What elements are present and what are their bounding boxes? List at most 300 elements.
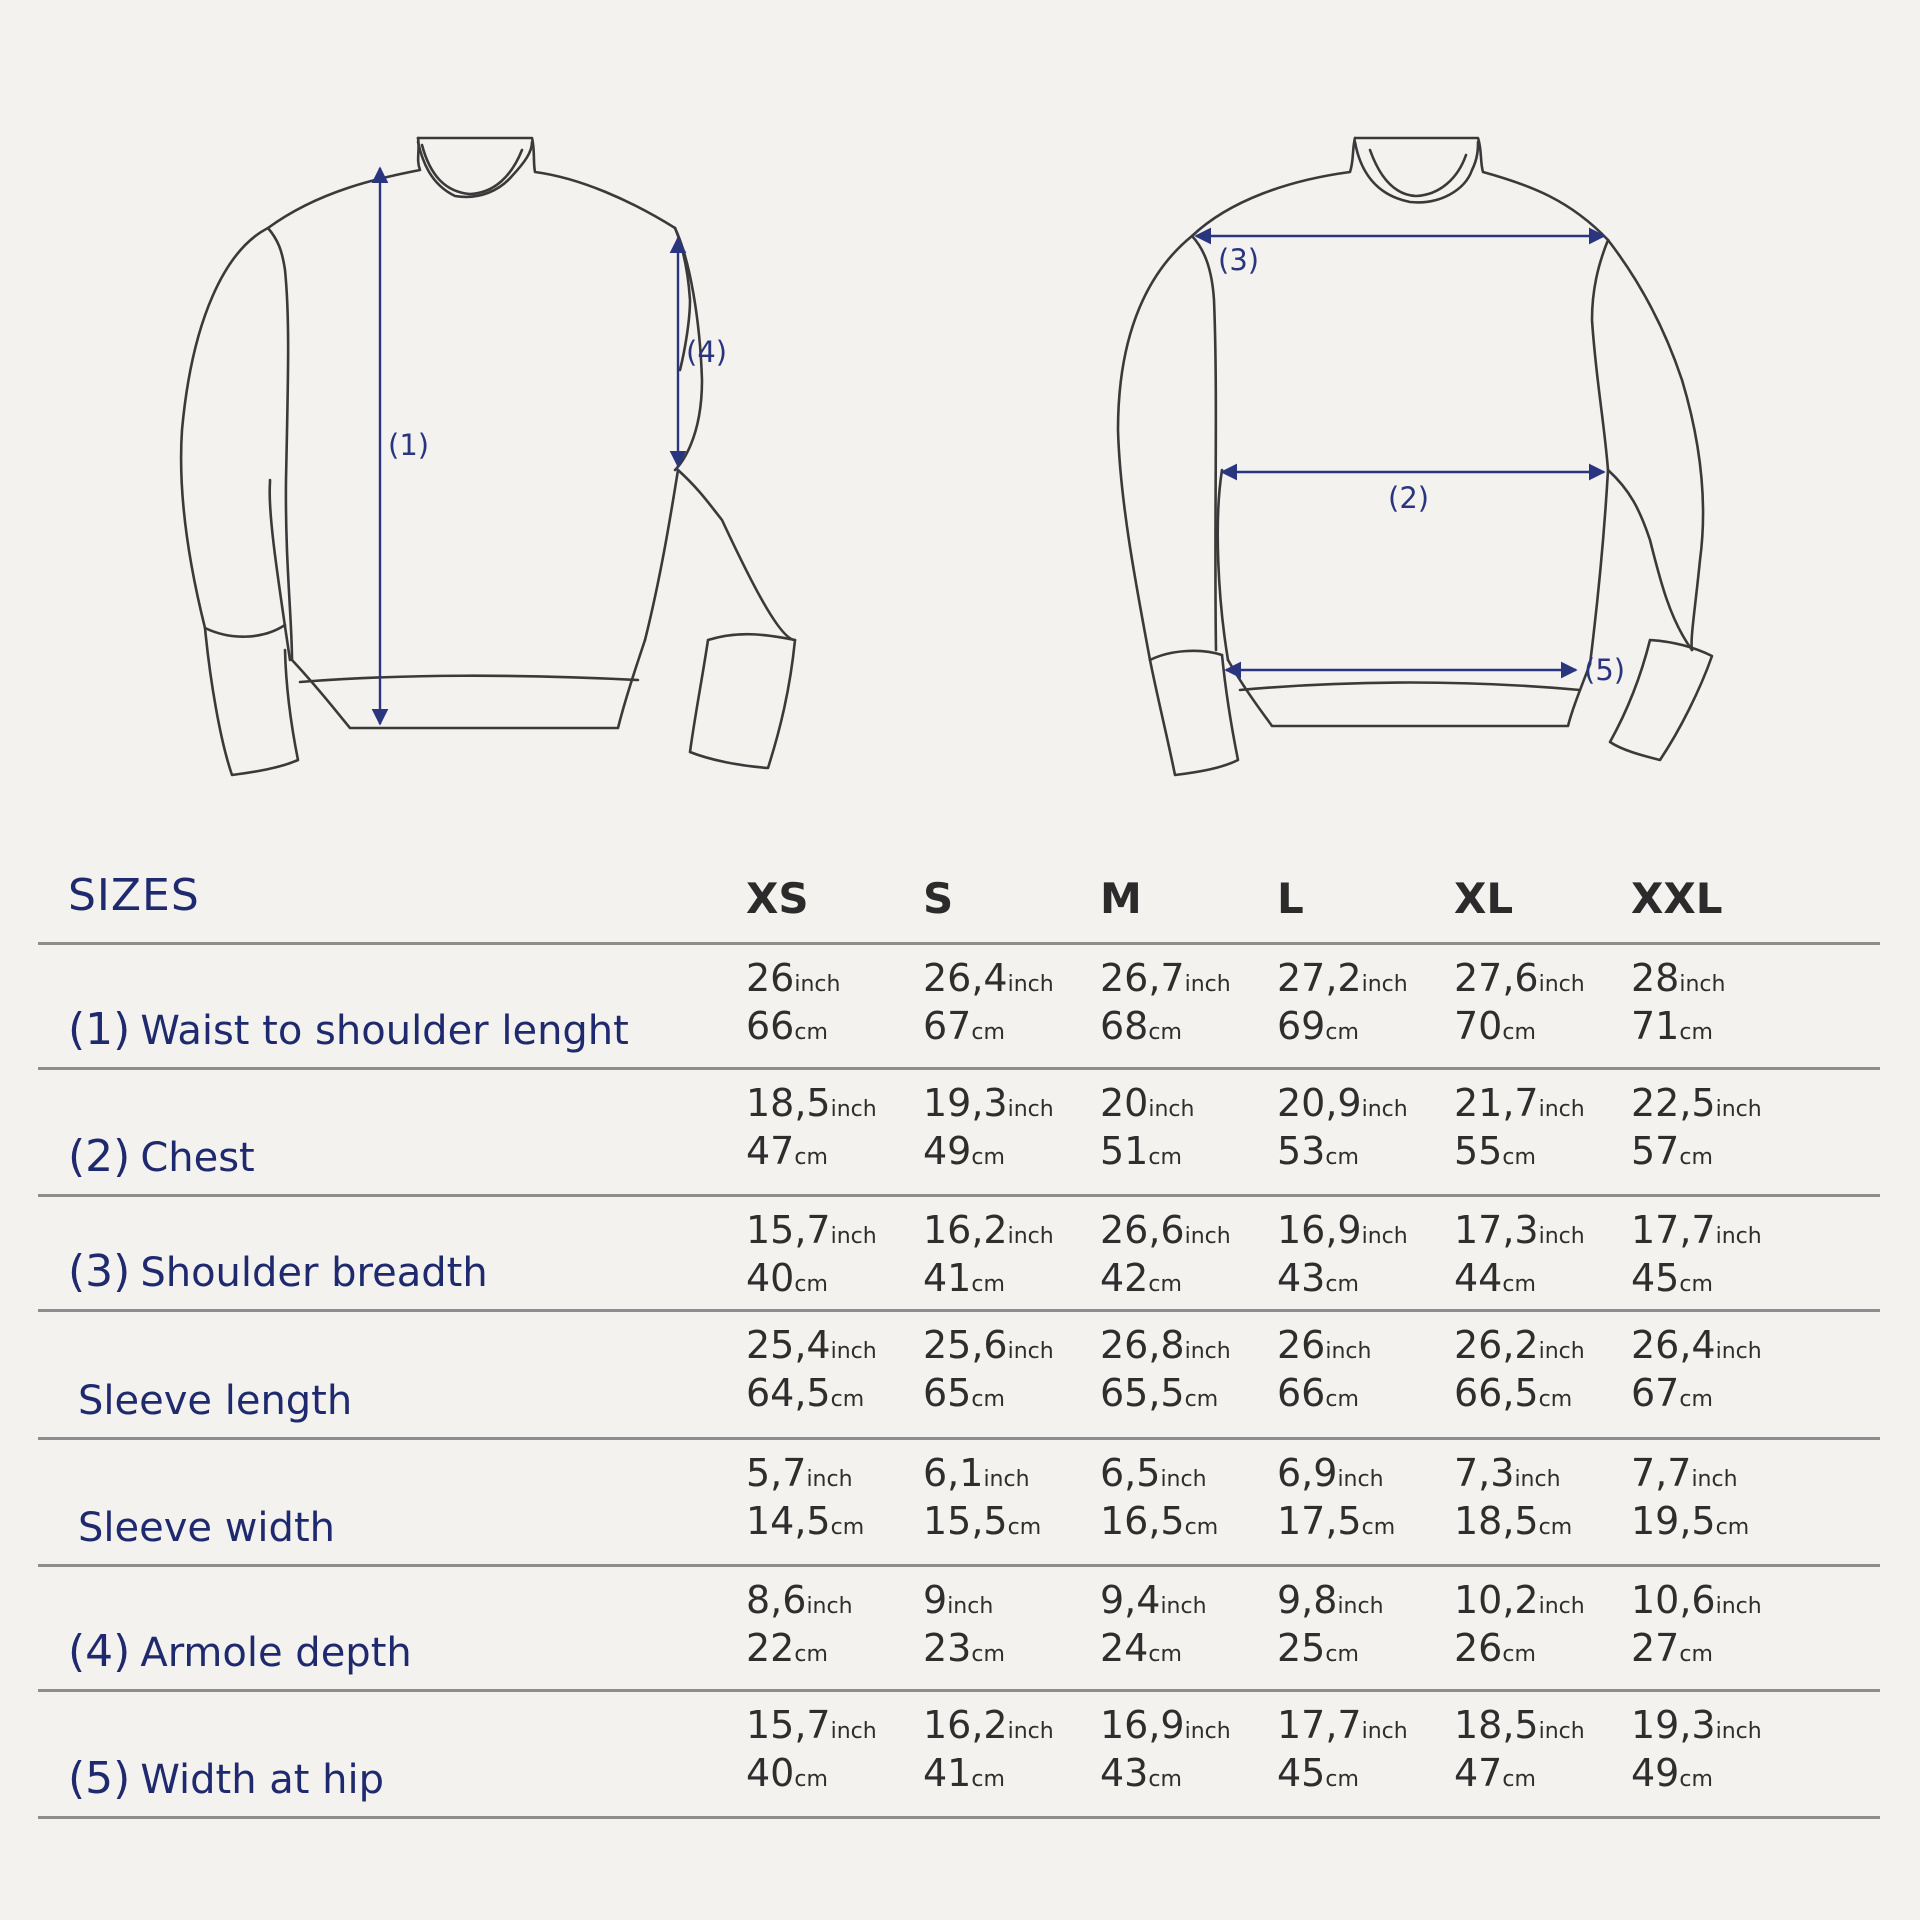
cm-unit: cm	[1502, 1642, 1536, 1667]
size-rows	[38, 945, 1880, 1819]
inch-unit: inch	[1361, 1224, 1408, 1249]
inch-unit: inch	[1691, 1467, 1738, 1492]
inch-value	[1454, 1081, 1585, 1125]
inch-value	[923, 1578, 1005, 1622]
cm-value	[1631, 1004, 1725, 1048]
cm-value	[1454, 1256, 1585, 1300]
inch-number: 7,7	[1631, 1451, 1692, 1495]
size-value-cell	[1631, 1323, 1762, 1415]
cm-value	[1454, 1499, 1573, 1543]
cm-value	[746, 1129, 877, 1173]
table-row	[38, 1440, 1880, 1567]
cm-number: 27	[1631, 1626, 1680, 1670]
cm-number: 24	[1100, 1626, 1149, 1670]
inch-unit: inch	[1148, 1097, 1195, 1122]
cm-value	[1100, 1751, 1231, 1795]
inch-value	[746, 1578, 853, 1622]
size-value-cell	[923, 1323, 1054, 1415]
inch-number: 9,4	[1100, 1578, 1161, 1622]
row-number: (4)	[68, 1626, 131, 1677]
inch-number: 6,1	[923, 1451, 984, 1495]
size-value-cell	[1100, 1208, 1231, 1300]
inch-number: 17,7	[1631, 1208, 1716, 1252]
cm-unit: cm	[1538, 1515, 1573, 1540]
inch-unit: inch	[1679, 972, 1726, 997]
size-value-cell	[1100, 1703, 1231, 1795]
inch-value	[923, 1703, 1054, 1747]
inch-unit: inch	[1337, 1467, 1384, 1492]
row-name: Armole depth	[140, 1630, 412, 1676]
cm-value	[746, 1256, 877, 1300]
row-label	[68, 1753, 384, 1804]
inch-number: 20,9	[1277, 1081, 1362, 1125]
inch-unit: inch	[1514, 1467, 1561, 1492]
inch-value	[1454, 1451, 1572, 1495]
inch-number: 26,4	[923, 956, 1008, 1000]
inch-number: 6,9	[1277, 1451, 1338, 1495]
size-value-cell	[923, 956, 1054, 1048]
cm-unit: cm	[971, 1387, 1005, 1412]
cm-value	[1631, 1371, 1762, 1415]
inch-number: 25,6	[923, 1323, 1008, 1367]
cm-value	[1454, 1371, 1585, 1415]
cm-value	[1454, 1751, 1585, 1795]
cm-value	[923, 1004, 1054, 1048]
cm-number: 47	[1454, 1751, 1503, 1795]
cm-value	[746, 1751, 877, 1795]
cm-unit: cm	[830, 1387, 865, 1412]
inch-value	[746, 1208, 877, 1252]
cm-number: 17,5	[1277, 1499, 1362, 1543]
cm-unit: cm	[1502, 1272, 1536, 1297]
row-name: Chest	[140, 1135, 255, 1181]
row-name: Shoulder breadth	[140, 1250, 488, 1296]
inch-unit: inch	[1007, 972, 1054, 997]
inch-unit: inch	[1325, 1339, 1372, 1364]
size-value-cell	[923, 1451, 1042, 1543]
inch-unit: inch	[1361, 1719, 1408, 1744]
size-value-cell	[1277, 1578, 1384, 1670]
inch-unit: inch	[1184, 1339, 1231, 1364]
cm-value	[1100, 1626, 1207, 1670]
inch-number: 9,8	[1277, 1578, 1338, 1622]
size-header-m: M	[1100, 874, 1142, 923]
cm-unit: cm	[1184, 1387, 1219, 1412]
row-label	[68, 1246, 488, 1297]
cm-unit: cm	[971, 1145, 1005, 1170]
size-value-cell	[923, 1578, 1005, 1670]
inch-value	[1631, 1081, 1762, 1125]
cm-unit: cm	[971, 1272, 1005, 1297]
inch-number: 16,9	[1100, 1703, 1185, 1747]
cm-unit: cm	[830, 1515, 865, 1540]
cm-unit: cm	[1538, 1387, 1573, 1412]
inch-value	[746, 1703, 877, 1747]
size-value-cell	[746, 1208, 877, 1300]
cm-unit: cm	[1502, 1767, 1536, 1792]
size-value-cell	[1454, 956, 1585, 1048]
cm-unit: cm	[1325, 1020, 1359, 1045]
size-value-cell	[923, 1081, 1054, 1173]
inch-value	[1277, 1208, 1408, 1252]
cm-number: 70	[1454, 1004, 1503, 1048]
inch-number: 7,3	[1454, 1451, 1515, 1495]
sweater-front-outline	[181, 138, 795, 775]
cm-value	[923, 1499, 1042, 1543]
sweater-diagram	[0, 0, 1920, 800]
inch-value	[1631, 1578, 1762, 1622]
cm-value	[1277, 1256, 1408, 1300]
cm-value	[923, 1256, 1054, 1300]
inch-value	[1454, 1703, 1585, 1747]
cm-number: 55	[1454, 1129, 1503, 1173]
cm-unit: cm	[1502, 1145, 1536, 1170]
cm-unit: cm	[1679, 1145, 1713, 1170]
inch-number: 21,7	[1454, 1081, 1539, 1125]
cm-number: 43	[1277, 1256, 1326, 1300]
cm-number: 45	[1631, 1256, 1680, 1300]
inch-value	[1277, 1451, 1395, 1495]
cm-value	[1277, 1626, 1384, 1670]
cm-value	[1277, 1371, 1371, 1415]
cm-unit: cm	[1007, 1515, 1042, 1540]
measure-marker-3: (3)	[1218, 243, 1260, 277]
cm-value	[746, 1004, 840, 1048]
cm-unit: cm	[794, 1642, 828, 1667]
cm-value	[1454, 1129, 1585, 1173]
cm-number: 66	[1277, 1371, 1326, 1415]
inch-unit: inch	[1184, 1224, 1231, 1249]
cm-unit: cm	[1361, 1515, 1396, 1540]
cm-unit: cm	[794, 1272, 828, 1297]
inch-value	[746, 1323, 877, 1367]
cm-unit: cm	[1148, 1767, 1182, 1792]
row-name: Sleeve length	[78, 1378, 353, 1424]
row-label	[68, 1501, 335, 1552]
size-value-cell	[1454, 1703, 1585, 1795]
inch-number: 9	[923, 1578, 948, 1622]
inch-unit: inch	[1184, 972, 1231, 997]
table-row	[38, 945, 1880, 1070]
inch-number: 16,2	[923, 1208, 1008, 1252]
cm-unit: cm	[971, 1767, 1005, 1792]
size-value-cell	[746, 1081, 877, 1173]
inch-value	[1100, 1578, 1207, 1622]
cm-unit: cm	[1325, 1642, 1359, 1667]
inch-unit: inch	[1184, 1719, 1231, 1744]
cm-value	[746, 1371, 877, 1415]
inch-value	[923, 1208, 1054, 1252]
inch-unit: inch	[806, 1467, 853, 1492]
size-value-cell	[1277, 1208, 1408, 1300]
cm-value	[1277, 1751, 1408, 1795]
size-value-cell	[1277, 1081, 1408, 1173]
inch-number: 17,7	[1277, 1703, 1362, 1747]
size-value-cell	[746, 1578, 853, 1670]
cm-unit: cm	[1679, 1272, 1713, 1297]
inch-unit: inch	[1538, 1594, 1585, 1619]
inch-value	[923, 1081, 1054, 1125]
inch-value	[1631, 1703, 1762, 1747]
cm-unit: cm	[794, 1145, 828, 1170]
inch-number: 20	[1100, 1081, 1149, 1125]
cm-value	[1631, 1626, 1762, 1670]
size-value-cell	[1631, 1081, 1762, 1173]
cm-number: 26	[1454, 1626, 1503, 1670]
cm-number: 51	[1100, 1129, 1149, 1173]
inch-number: 26	[1277, 1323, 1326, 1367]
cm-unit: cm	[794, 1767, 828, 1792]
cm-number: 49	[1631, 1751, 1680, 1795]
inch-value	[923, 1451, 1041, 1495]
cm-unit: cm	[1148, 1145, 1182, 1170]
row-name: Waist to shoulder lenght	[140, 1008, 629, 1054]
inch-number: 15,7	[746, 1703, 831, 1747]
cm-value	[1631, 1256, 1762, 1300]
size-value-cell	[746, 1451, 865, 1543]
row-label	[68, 1131, 255, 1182]
cm-unit: cm	[794, 1020, 828, 1045]
inch-unit: inch	[806, 1594, 853, 1619]
table-row	[38, 1567, 1880, 1692]
inch-unit: inch	[1337, 1594, 1384, 1619]
inch-value	[1100, 1703, 1231, 1747]
row-number: (1)	[68, 1004, 131, 1055]
cm-number: 71	[1631, 1004, 1680, 1048]
cm-number: 43	[1100, 1751, 1149, 1795]
cm-number: 42	[1100, 1256, 1149, 1300]
cm-unit: cm	[1148, 1020, 1182, 1045]
size-value-cell	[1100, 1323, 1231, 1415]
size-value-cell	[1277, 956, 1408, 1048]
measure-marker-5: (5)	[1584, 653, 1626, 687]
cm-number: 49	[923, 1129, 972, 1173]
size-header-s: S	[923, 874, 954, 923]
cm-unit: cm	[1679, 1767, 1713, 1792]
cm-unit: cm	[1325, 1767, 1359, 1792]
sizes-title: SIZES	[68, 870, 200, 921]
size-value-cell	[1454, 1323, 1585, 1415]
cm-number: 47	[746, 1129, 795, 1173]
inch-number: 15,7	[746, 1208, 831, 1252]
inch-number: 10,2	[1454, 1578, 1539, 1622]
cm-value	[1454, 1004, 1585, 1048]
inch-value	[1100, 1451, 1218, 1495]
inch-unit: inch	[830, 1339, 877, 1364]
cm-value	[1277, 1004, 1408, 1048]
inch-value	[1631, 1451, 1749, 1495]
inch-unit: inch	[830, 1719, 877, 1744]
inch-unit: inch	[1007, 1719, 1054, 1744]
cm-number: 25	[1277, 1626, 1326, 1670]
cm-value	[746, 1499, 865, 1543]
size-header-l: L	[1277, 874, 1304, 923]
size-value-cell	[1631, 1451, 1750, 1543]
size-value-cell	[1277, 1703, 1408, 1795]
cm-number: 19,5	[1631, 1499, 1716, 1543]
cm-number: 41	[923, 1751, 972, 1795]
inch-unit: inch	[1715, 1224, 1762, 1249]
cm-number: 45	[1277, 1751, 1326, 1795]
cm-number: 65	[923, 1371, 972, 1415]
inch-number: 25,4	[746, 1323, 831, 1367]
size-value-cell	[746, 1703, 877, 1795]
cm-value	[1100, 1371, 1231, 1415]
inch-unit: inch	[1538, 1224, 1585, 1249]
inch-number: 6,5	[1100, 1451, 1161, 1495]
row-label	[68, 1626, 412, 1677]
size-value-cell	[1277, 1451, 1396, 1543]
inch-unit: inch	[1715, 1097, 1762, 1122]
inch-unit: inch	[794, 972, 841, 997]
size-header-xl: XL	[1454, 874, 1514, 923]
size-value-cell	[1277, 1323, 1372, 1415]
table-row	[38, 1197, 1880, 1312]
inch-value	[1631, 956, 1726, 1000]
cm-value	[746, 1626, 853, 1670]
inch-value	[923, 956, 1054, 1000]
inch-unit: inch	[1361, 972, 1408, 997]
inch-unit: inch	[1538, 1339, 1585, 1364]
inch-number: 26,7	[1100, 956, 1185, 1000]
measure-marker-4: (4)	[686, 335, 728, 369]
inch-unit: inch	[1715, 1594, 1762, 1619]
inch-number: 8,6	[746, 1578, 807, 1622]
inch-number: 17,3	[1454, 1208, 1539, 1252]
cm-number: 18,5	[1454, 1499, 1539, 1543]
row-name: Width at hip	[140, 1757, 385, 1803]
cm-unit: cm	[971, 1020, 1005, 1045]
inch-value	[1454, 1578, 1585, 1622]
inch-unit: inch	[1361, 1097, 1408, 1122]
cm-number: 65,5	[1100, 1371, 1185, 1415]
cm-unit: cm	[1715, 1515, 1750, 1540]
cm-number: 66,5	[1454, 1371, 1539, 1415]
inch-number: 18,5	[746, 1081, 831, 1125]
inch-value	[923, 1323, 1054, 1367]
size-header-row	[38, 850, 1880, 945]
inch-unit: inch	[947, 1594, 994, 1619]
size-value-cell	[1100, 1451, 1219, 1543]
table-row	[38, 1692, 1880, 1819]
size-value-cell	[1631, 1208, 1762, 1300]
inch-value	[746, 1081, 877, 1125]
inch-unit: inch	[1715, 1339, 1762, 1364]
cm-number: 16,5	[1100, 1499, 1185, 1543]
size-value-cell	[1454, 1578, 1585, 1670]
cm-number: 40	[746, 1256, 795, 1300]
cm-unit: cm	[1325, 1387, 1359, 1412]
size-value-cell	[1454, 1451, 1573, 1543]
size-header-xs: XS	[746, 874, 809, 923]
cm-number: 69	[1277, 1004, 1326, 1048]
cm-unit: cm	[1679, 1387, 1713, 1412]
inch-value	[746, 1451, 864, 1495]
inch-number: 19,3	[1631, 1703, 1716, 1747]
inch-number: 26,6	[1100, 1208, 1185, 1252]
inch-value	[1631, 1323, 1762, 1367]
size-value-cell	[746, 1323, 877, 1415]
size-value-cell	[1100, 956, 1231, 1048]
inch-number: 27,6	[1454, 956, 1539, 1000]
cm-value	[923, 1371, 1054, 1415]
size-chart-table	[38, 850, 1880, 1819]
size-value-cell	[923, 1703, 1054, 1795]
cm-value	[1454, 1626, 1585, 1670]
cm-value	[923, 1129, 1054, 1173]
cm-number: 44	[1454, 1256, 1503, 1300]
inch-number: 16,9	[1277, 1208, 1362, 1252]
sweater-diagram-svg	[0, 0, 1920, 800]
cm-value	[1100, 1499, 1219, 1543]
inch-value	[1277, 1081, 1408, 1125]
cm-number: 66	[746, 1004, 795, 1048]
inch-value	[1100, 1208, 1231, 1252]
inch-value	[1100, 1081, 1195, 1125]
cm-unit: cm	[1325, 1272, 1359, 1297]
cm-number: 40	[746, 1751, 795, 1795]
inch-number: 5,7	[746, 1451, 807, 1495]
cm-number: 41	[923, 1256, 972, 1300]
cm-value	[1100, 1129, 1194, 1173]
table-row	[38, 1312, 1880, 1440]
inch-unit: inch	[1160, 1467, 1207, 1492]
cm-number: 15,5	[923, 1499, 1008, 1543]
inch-unit: inch	[1007, 1224, 1054, 1249]
inch-unit: inch	[1160, 1594, 1207, 1619]
cm-number: 22	[746, 1626, 795, 1670]
row-name: Sleeve width	[78, 1505, 335, 1551]
inch-value	[1631, 1208, 1762, 1252]
size-value-cell	[1454, 1208, 1585, 1300]
inch-number: 28	[1631, 956, 1680, 1000]
inch-value	[1277, 1323, 1372, 1367]
inch-value	[1277, 1578, 1384, 1622]
inch-unit: inch	[830, 1224, 877, 1249]
inch-unit: inch	[1007, 1097, 1054, 1122]
size-value-cell	[1631, 956, 1726, 1048]
inch-value	[1100, 956, 1231, 1000]
cm-unit: cm	[1679, 1642, 1713, 1667]
inch-number: 10,6	[1631, 1578, 1716, 1622]
inch-value	[1277, 1703, 1408, 1747]
cm-value	[923, 1751, 1054, 1795]
cm-number: 68	[1100, 1004, 1149, 1048]
row-number: (2)	[68, 1131, 131, 1182]
inch-unit: inch	[1715, 1719, 1762, 1744]
cm-number: 53	[1277, 1129, 1326, 1173]
size-value-cell	[1100, 1578, 1207, 1670]
cm-number: 14,5	[746, 1499, 831, 1543]
table-row	[38, 1070, 1880, 1197]
cm-number: 57	[1631, 1129, 1680, 1173]
size-value-cell	[1631, 1703, 1762, 1795]
cm-value	[1277, 1499, 1396, 1543]
inch-number: 18,5	[1454, 1703, 1539, 1747]
inch-unit: inch	[1538, 1719, 1585, 1744]
cm-number: 64,5	[746, 1371, 831, 1415]
cm-unit: cm	[1502, 1020, 1536, 1045]
inch-value	[746, 956, 841, 1000]
inch-number: 26,2	[1454, 1323, 1539, 1367]
inch-value	[1277, 956, 1408, 1000]
cm-value	[1277, 1129, 1408, 1173]
inch-unit: inch	[1538, 1097, 1585, 1122]
cm-value	[1631, 1129, 1762, 1173]
row-number: (5)	[68, 1753, 131, 1804]
inch-value	[1100, 1323, 1231, 1367]
inch-number: 26,8	[1100, 1323, 1185, 1367]
